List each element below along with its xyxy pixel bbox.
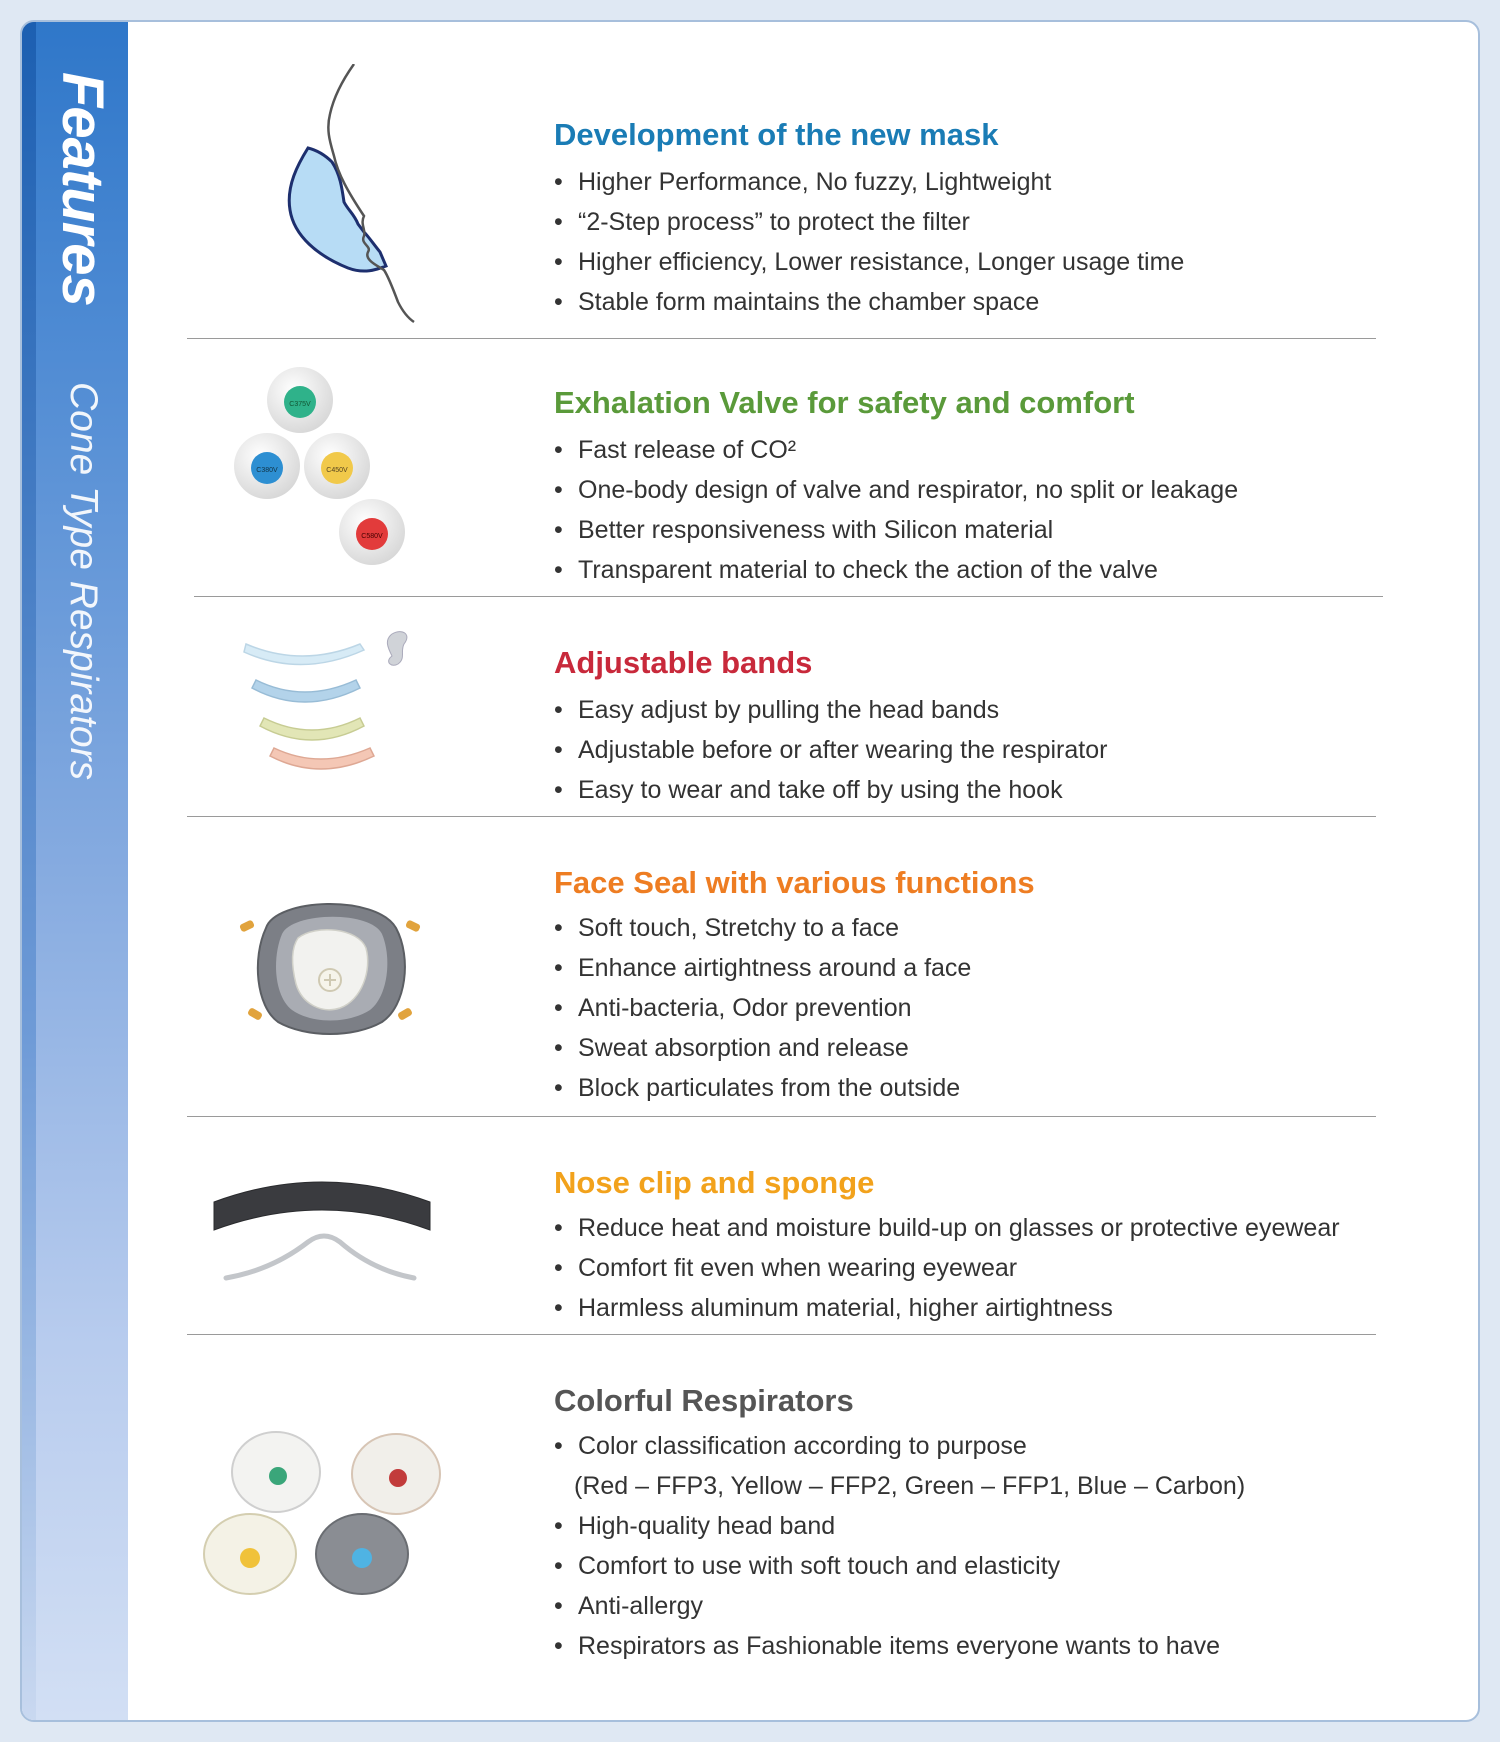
bullet-item: • “2-Step process” to protect the filter — [554, 202, 1184, 242]
bullet-item: • Anti-allergy — [554, 1586, 1245, 1626]
bullet-list — [554, 908, 971, 1108]
colorful-respirators-image — [202, 1426, 452, 1596]
bullet-item: • Block particulates from the outside — [554, 1068, 971, 1108]
nose-clip-sponge-image — [212, 1166, 442, 1286]
bullet-item: • Respirators as Fashionable items everyone wants to have — [554, 1626, 1245, 1666]
bullet-item: • Harmless aluminum material, higher airtightness — [554, 1288, 1340, 1328]
section-title: Colorful Respirators — [554, 1383, 854, 1418]
features-card — [20, 20, 1480, 1722]
bullet-item: • Soft touch, Stretchy to a face — [554, 908, 971, 948]
valve-label: C375V — [289, 401, 311, 408]
bullet-item: • Better responsiveness with Silicon material — [554, 510, 1238, 550]
bullet-item: • High-quality head band — [554, 1506, 1245, 1546]
valve-label: C450V — [326, 467, 348, 474]
section-adjustable-bands — [22, 602, 1478, 822]
section-divider — [187, 1334, 1376, 1335]
bullet-list — [554, 1208, 1340, 1328]
valve-label: C380V — [256, 467, 278, 474]
section-title: Exhalation Valve for safety and comfort — [554, 385, 1135, 420]
bullet-item: • Higher efficiency, Lower resistance, Longer usage time — [554, 242, 1184, 282]
section-development — [22, 22, 1478, 342]
section-divider — [187, 338, 1376, 339]
bullet-item: • Sweat absorption and release — [554, 1028, 971, 1068]
section-divider — [187, 816, 1376, 817]
bullet-item: • Comfort to use with soft touch and elasticity — [554, 1546, 1245, 1586]
section-colorful-respirators — [22, 1340, 1478, 1720]
bullet-item: • Comfort fit even when wearing eyewear — [554, 1248, 1340, 1288]
section-title: Nose clip and sponge — [554, 1165, 875, 1200]
exhalation-valves-image — [234, 366, 414, 566]
face-seal-mask-image — [236, 888, 426, 1048]
bullet-list — [554, 1426, 1245, 1666]
bullet-item: • One-body design of valve and respirator, no split or leakage — [554, 470, 1238, 510]
bullet-item: • Easy to wear and take off by using the hook — [554, 770, 1107, 810]
section-title: Face Seal with various functions — [554, 865, 1035, 900]
sidebar-title: Features — [50, 72, 115, 306]
bullet-item: • Reduce heat and moisture build-up on glasses or protective eyewear — [554, 1208, 1340, 1248]
bullet-item: • Transparent material to check the action of the valve — [554, 550, 1238, 590]
section-exhalation-valve — [22, 342, 1478, 602]
valve-label: C580V — [361, 533, 383, 540]
bullet-item-continuation: (Red – FFP3, Yellow – FFP2, Green – FFP1, Blue – Carbon) — [574, 1472, 1246, 1500]
section-title: Adjustable bands — [554, 645, 813, 680]
sidebar-subtitle: Cone Type Respirators — [62, 382, 105, 781]
bullet-item: • Easy adjust by pulling the head bands — [554, 690, 1107, 730]
section-face-seal — [22, 822, 1478, 1122]
bullet-item: • Stable form maintains the chamber space — [554, 282, 1184, 322]
section-nose-clip — [22, 1122, 1478, 1342]
bullet-list — [554, 690, 1107, 810]
bullet-item: • Adjustable before or after wearing the respirator — [554, 730, 1107, 770]
bullet-list — [554, 162, 1184, 322]
section-divider — [187, 1116, 1376, 1117]
bullet-list — [554, 430, 1238, 590]
head-bands-image — [242, 626, 422, 776]
bullet-item: • Higher Performance, No fuzzy, Lightweight — [554, 162, 1184, 202]
bullet-item: • Anti-bacteria, Odor prevention — [554, 988, 971, 1028]
face-profile-mask-icon — [268, 64, 428, 324]
section-title: Development of the new mask — [554, 117, 999, 152]
section-divider — [194, 596, 1383, 597]
bullet-item: • Fast release of CO² — [554, 430, 1238, 470]
bullet-item: • Enhance airtightness around a face — [554, 948, 971, 988]
bullet-item: • Color classification according to purpose — [554, 1426, 1245, 1466]
